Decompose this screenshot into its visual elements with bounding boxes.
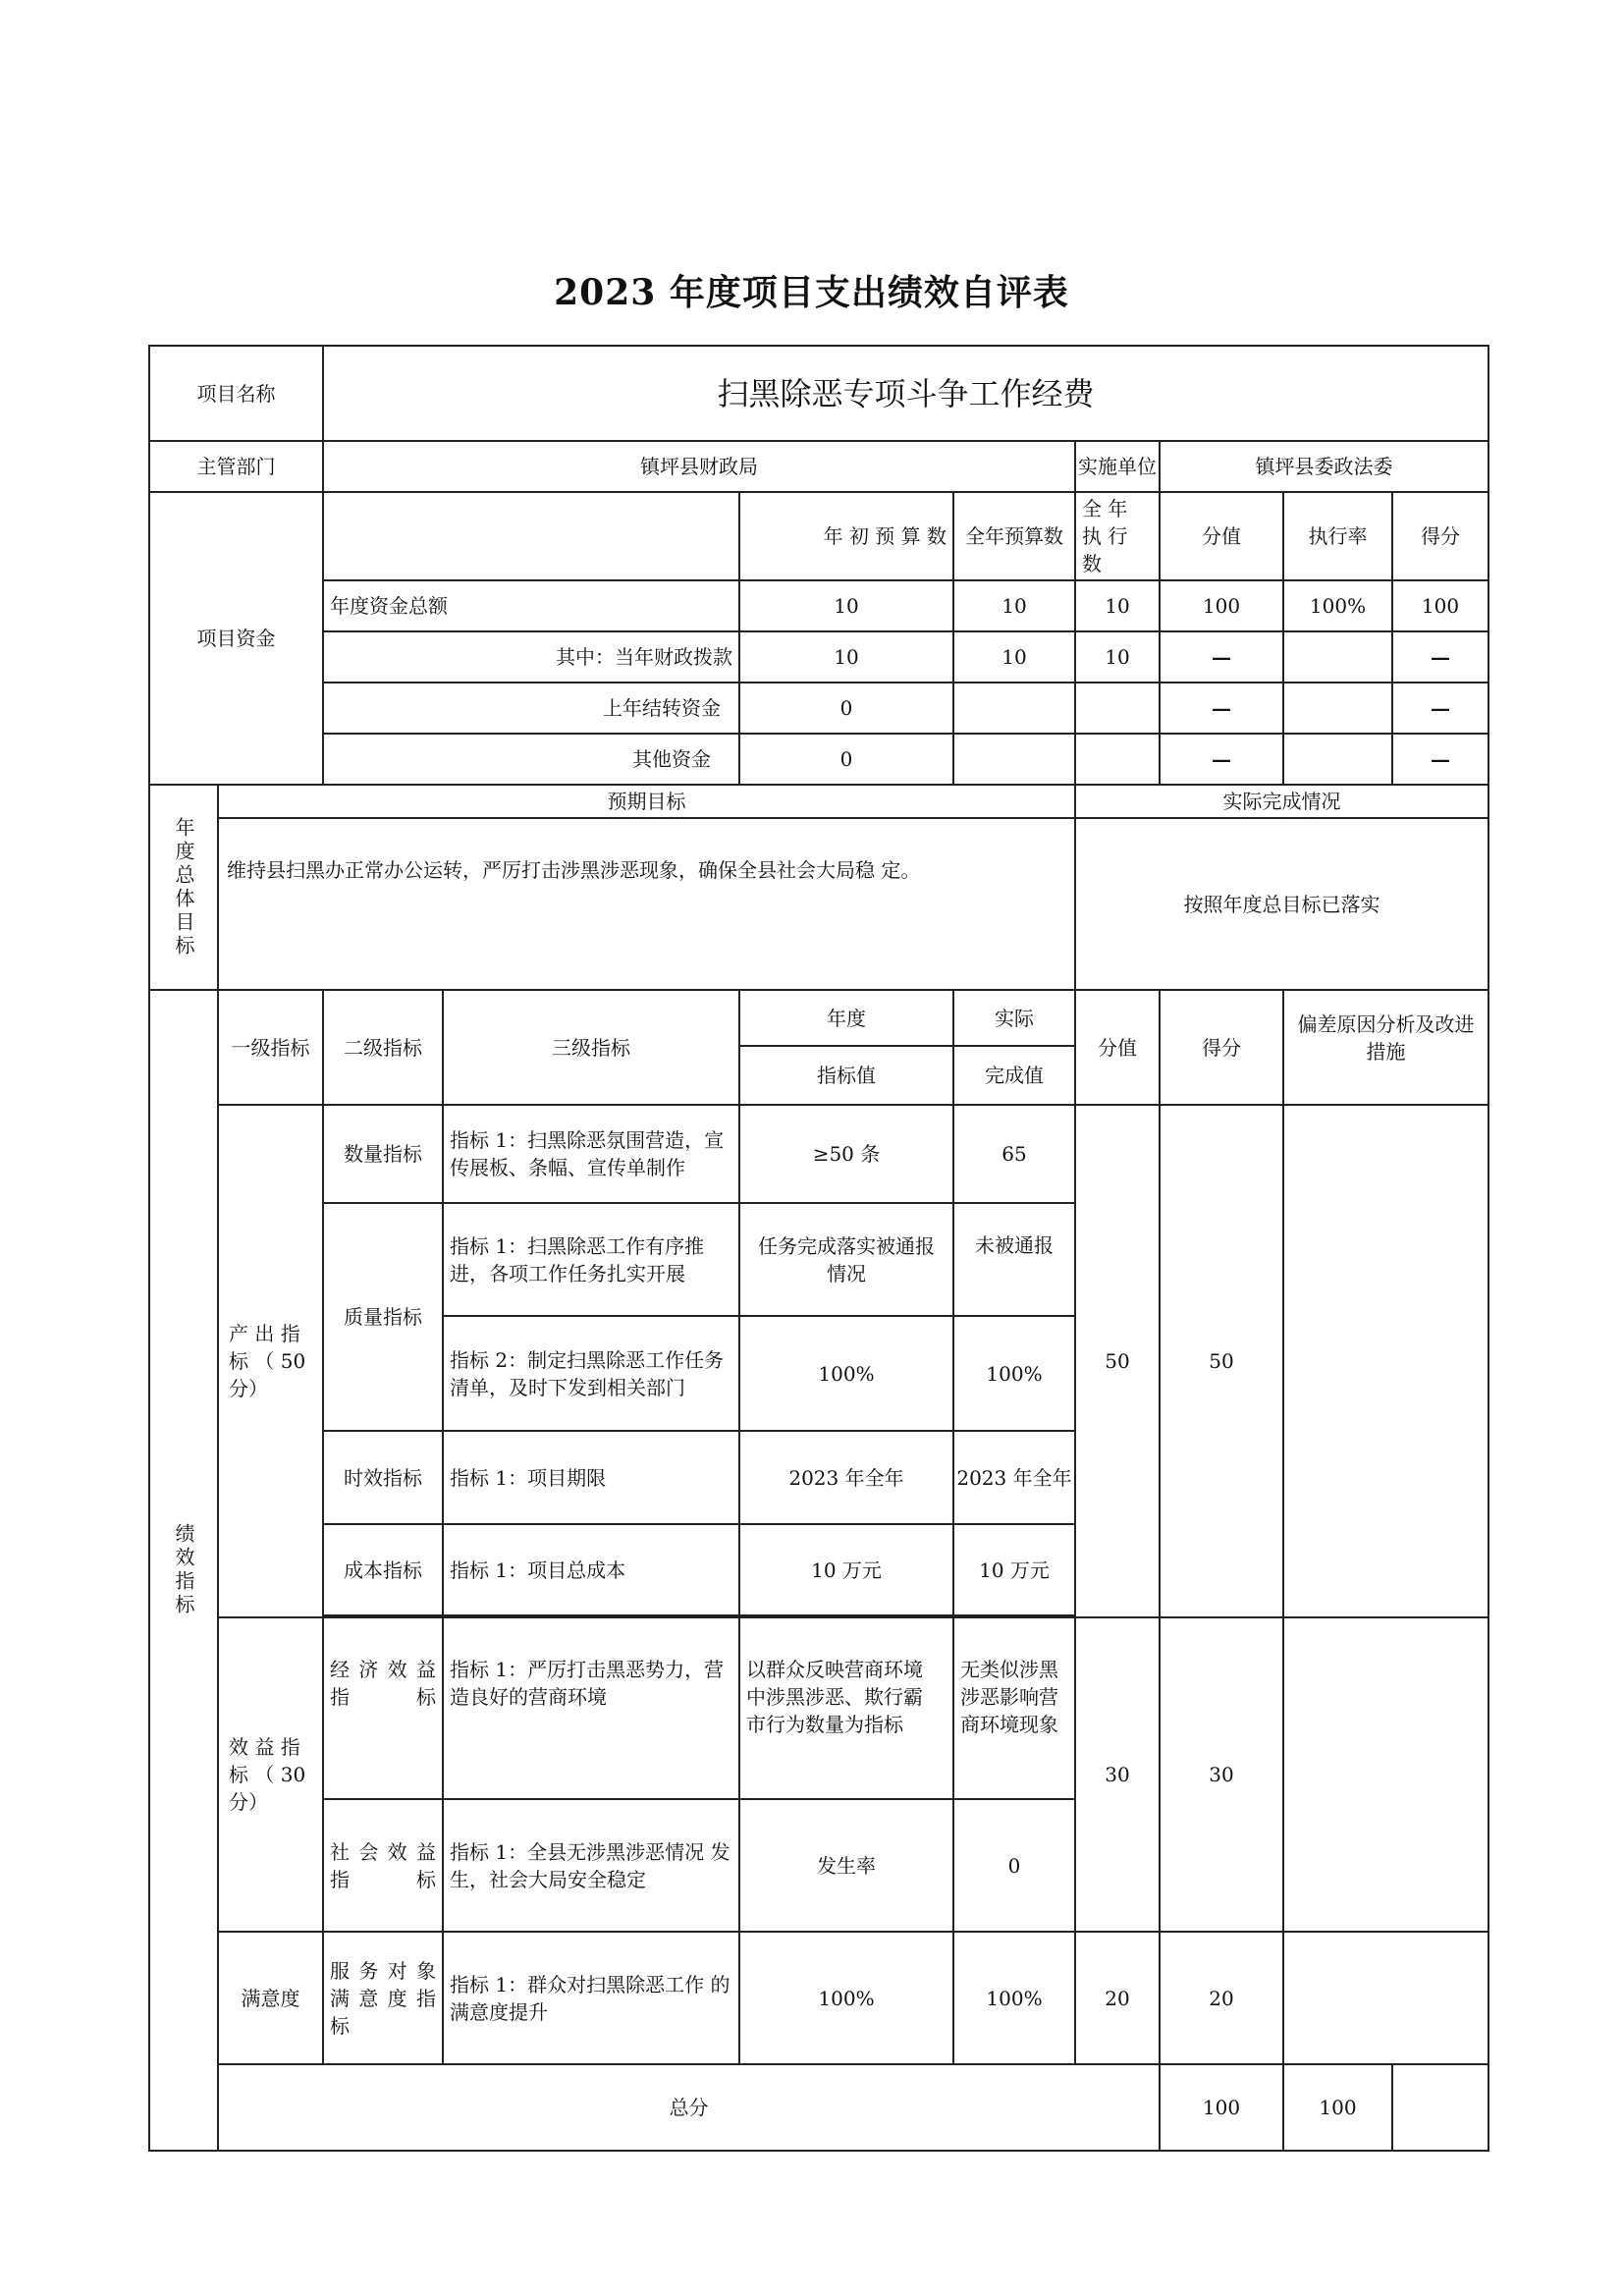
header-annual: 年度: [739, 990, 953, 1046]
header-level1: 一级指标: [218, 990, 323, 1105]
satisfaction-indicator: 指标 1：群众对扫黑除恶工作 的满意度提升: [443, 1932, 739, 2064]
satisfaction-target: 100%: [739, 1932, 953, 2064]
total-score: 100: [1283, 2064, 1392, 2151]
header-level2: 二级指标: [323, 990, 443, 1105]
goals-expected-header: 预期目标: [218, 785, 1075, 818]
satisfaction-sub-label: 服 务 对 象 满 意 度 指标: [323, 1932, 443, 2064]
quality-actual-1: 未被通报: [953, 1203, 1075, 1316]
cost-actual: 10 万元: [953, 1524, 1075, 1615]
quality-indicator-2: 指标 2：制定扫黑除恶工作任务清单，及时下发到相关部门: [443, 1316, 739, 1431]
output-score: 50: [1160, 1105, 1283, 1617]
output-deviation: [1283, 1105, 1488, 1617]
timeliness-label: 时效指标: [323, 1431, 443, 1524]
impl-unit-value: 镇坪县委政法委: [1160, 441, 1488, 492]
funds-row-rate: 100%: [1283, 580, 1392, 631]
satisfaction-actual: 100%: [953, 1932, 1075, 2064]
goals-label: 年度总体目标: [149, 785, 218, 990]
social-indicator: 指标 1：全县无涉黑涉恶情况 发生，社会大局安全稳定: [443, 1799, 739, 1932]
header-actual: 实际: [953, 990, 1075, 1046]
funds-header-rate: 执行率: [1283, 492, 1392, 580]
funds-row-executed: 10: [1075, 580, 1160, 631]
funds-row-annual: [953, 734, 1075, 785]
funds-row-executed: [1075, 734, 1160, 785]
funds-header-executed: 全 年 执 行 数: [1075, 492, 1160, 580]
goals-actual: 按照年度总目标已落实: [1075, 818, 1488, 990]
cost-label: 成本指标: [323, 1524, 443, 1615]
funds-row-score: 100: [1392, 580, 1488, 631]
timeliness-actual: 2023 年全年: [953, 1431, 1075, 1524]
funds-row-initial: 10: [739, 580, 953, 631]
performance-table: [148, 345, 1489, 2152]
header-actual-sub: 完成值: [953, 1046, 1075, 1105]
quantity-label: 数量指标: [323, 1105, 443, 1203]
economic-target: 以群众反映营商环境 中涉黑涉恶、欺行霸 市行为数量为指标: [739, 1617, 953, 1799]
funds-header-initial: 年 初 预 算 数: [739, 492, 953, 580]
cost-target: 10 万元: [739, 1524, 953, 1615]
social-actual: 0: [953, 1799, 1075, 1932]
funds-row: [149, 734, 1488, 785]
funds-row-initial: 0: [739, 683, 953, 734]
dept-value: 镇坪县财政局: [323, 441, 1075, 492]
funds-row-score-value: —: [1160, 683, 1283, 734]
funds-row-score-value: —: [1160, 734, 1283, 785]
total-label: 总分: [218, 2064, 1160, 2151]
output-score-value: 50: [1075, 1105, 1160, 1617]
funds-row-label: 其中：当年财政拨款: [323, 631, 739, 683]
funds-header-annual: 全年预算数: [953, 492, 1075, 580]
benefit-label: 效 益 指 标 （ 30 分）: [218, 1617, 323, 1932]
funds-row-score: —: [1392, 631, 1488, 683]
header-score: 得分: [1160, 990, 1283, 1105]
project-name-value: 扫黑除恶专项斗争工作经费: [323, 346, 1488, 441]
header-score-value: 分值: [1075, 990, 1160, 1105]
impl-unit-label: 实施单位: [1075, 441, 1160, 492]
funds-row-executed: [1075, 683, 1160, 734]
funds-row-label: 上年结转资金: [323, 683, 739, 734]
quantity-target: ≥50 条: [739, 1105, 953, 1203]
benefit-score: 30: [1160, 1617, 1283, 1932]
funds-row-score: —: [1392, 683, 1488, 734]
economic-actual: 无类似涉黑 涉恶影响营 商环境现象: [953, 1617, 1075, 1799]
indicators-label: 绩效指标: [149, 990, 218, 2151]
funds-row-annual: 10: [953, 580, 1075, 631]
funds-row: [149, 580, 1488, 631]
funds-row-annual: 10: [953, 631, 1075, 683]
funds-label: 项目资金: [149, 492, 323, 785]
satisfaction-score-value: 20: [1075, 1932, 1160, 2064]
dept-label: 主管部门: [149, 441, 323, 492]
quality-target-1: 任务完成落实被通报 情况: [739, 1203, 953, 1316]
funds-row-label: 其他资金: [323, 734, 739, 785]
social-label: 社 会 效 益 指 标: [323, 1799, 443, 1932]
funds-row-score-value: —: [1160, 631, 1283, 683]
funds-row-score: —: [1392, 734, 1488, 785]
funds-row-rate: [1283, 683, 1392, 734]
funds-row-score-value: 100: [1160, 580, 1283, 631]
funds-header-blank: [323, 492, 739, 580]
header-level3: 三级指标: [443, 990, 739, 1105]
quality-label: 质量指标: [323, 1203, 443, 1431]
funds-row-label: 年度资金总额: [323, 580, 739, 631]
quantity-indicator: 指标 1：扫黑除恶氛围营造，宣传展板、条幅、宣传单制作: [443, 1105, 739, 1203]
social-target: 发生率: [739, 1799, 953, 1932]
output-label: 产 出 指 标 （ 50 分）: [218, 1105, 323, 1617]
quantity-actual: 65: [953, 1105, 1075, 1203]
funds-header-score-value: 分值: [1160, 492, 1283, 580]
funds-row-initial: 10: [739, 631, 953, 683]
funds-row-initial: 0: [739, 734, 953, 785]
funds-row-rate: [1283, 631, 1392, 683]
economic-label: 经 济 效 益 指 标: [323, 1617, 443, 1799]
funds-row-rate: [1283, 734, 1392, 785]
funds-row: [149, 631, 1488, 683]
benefit-deviation: [1283, 1617, 1488, 1932]
project-name-label: 项目名称: [149, 346, 323, 441]
benefit-score-value: 30: [1075, 1617, 1160, 1932]
quality-indicator-1: 指标 1：扫黑除恶工作有序推 进，各项工作任务扎实开展: [443, 1203, 739, 1316]
quality-target-2: 100%: [739, 1316, 953, 1431]
quality-actual-2: 100%: [953, 1316, 1075, 1431]
header-deviation: 偏差原因分析及改进 措施: [1283, 990, 1488, 1105]
goals-actual-header: 实际完成情况: [1075, 785, 1488, 818]
funds-header-score: 得分: [1392, 492, 1488, 580]
timeliness-target: 2023 年全年: [739, 1431, 953, 1524]
goals-expected: 维持县扫黑办正常办公运转，严厉打击涉黑涉恶现象，确保全县社会大局稳 定。: [218, 818, 1075, 990]
funds-row: [149, 683, 1488, 734]
cost-indicator: 指标 1：项目总成本: [443, 1524, 739, 1615]
economic-indicator: 指标 1：严厉打击黑恶势力，营造良好的营商环境: [443, 1617, 739, 1799]
satisfaction-deviation: [1283, 1932, 1488, 2064]
funds-row-annual: [953, 683, 1075, 734]
funds-row-executed: 10: [1075, 631, 1160, 683]
timeliness-indicator: 指标 1：项目期限: [443, 1431, 739, 1524]
satisfaction-score: 20: [1160, 1932, 1283, 2064]
total-score-value: 100: [1160, 2064, 1283, 2151]
page-title: 2023 年度项目支出绩效自评表: [554, 272, 1069, 313]
header-annual-sub: 指标值: [739, 1046, 953, 1105]
satisfaction-label: 满意度: [218, 1932, 323, 2064]
total-deviation: [1392, 2064, 1488, 2151]
